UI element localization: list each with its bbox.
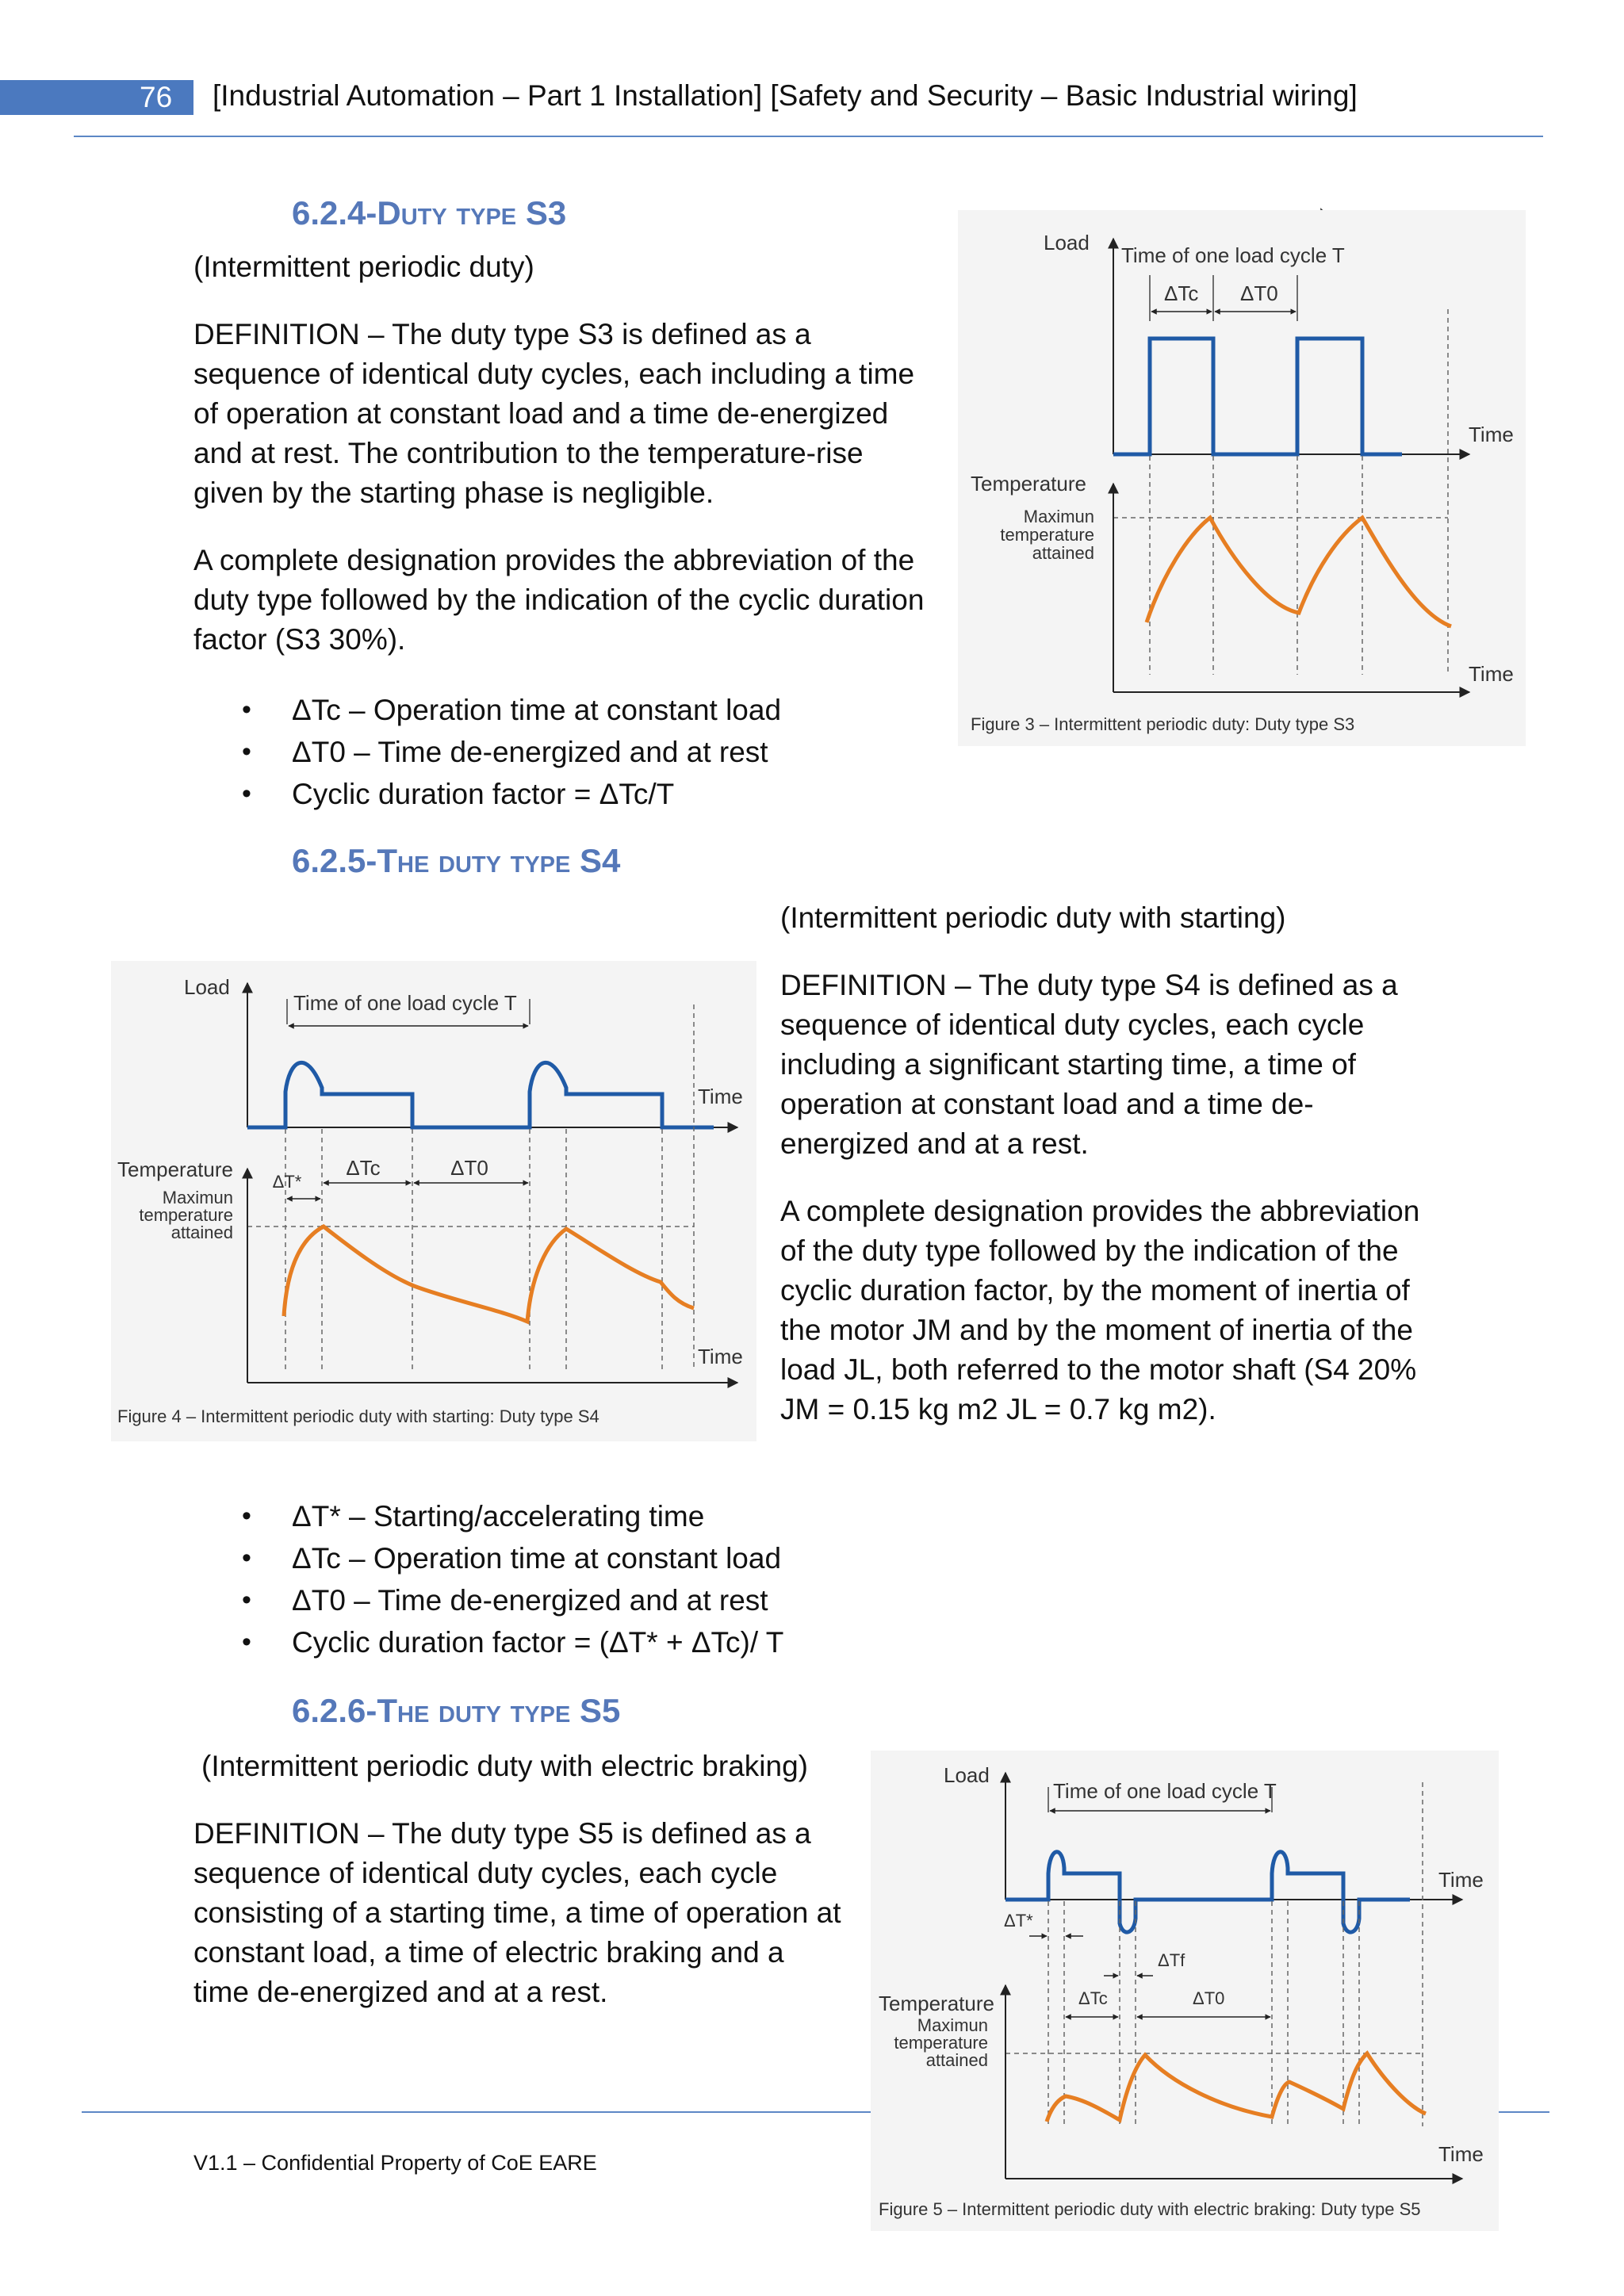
fig5-temperature-label: Temperature	[879, 1992, 994, 2015]
fig5-max-label-1: Maximun	[917, 2015, 988, 2035]
footer-text: V1.1 – Confidential Property of CoE EARE	[193, 2151, 597, 2175]
list-item: • Cyclic duration factor = (ΔT* + ΔTc)/ T	[242, 1621, 783, 1663]
fig5-time-label-2: Time	[1438, 2142, 1484, 2166]
fig4-time-label-2: Time	[698, 1345, 743, 1368]
fig5-dtf-label: ΔTf	[1158, 1950, 1185, 1970]
heading-s3-text: Duty type	[377, 194, 517, 232]
s3-designation: A complete designation provides the abbreviation of the duty type followed by the indication of the cyclic duration factor (S3 30%).	[193, 544, 925, 656]
fig3-caption: Figure 3 – Intermittent periodic duty: Duty type S3	[971, 714, 1355, 734]
fig3-time-label-2: Time	[1469, 662, 1514, 686]
s5-body	[193, 1747, 844, 2012]
list-item: • ΔT* – Starting/accelerating time	[242, 1495, 783, 1537]
fig5-dtstar-label: ΔT*	[1004, 1911, 1033, 1931]
heading-s5-number: 6.2.6-	[292, 1692, 377, 1729]
fig4-max-label-2: temperature	[139, 1205, 233, 1225]
heading-s5-text: The duty type	[377, 1692, 571, 1729]
fig3-dtc-label: ΔTc	[1164, 281, 1199, 305]
fig4-dt0-label: ΔT0	[450, 1156, 488, 1180]
fig5-time-label-1: Time	[1438, 1868, 1484, 1892]
figure-3	[958, 210, 1526, 746]
fig4-max-label-1: Maximun	[162, 1188, 233, 1207]
s4-body	[780, 898, 1438, 1429]
fig5-cycle-label: Time of one load cycle T	[1053, 1779, 1277, 1803]
fig4-load-label: Load	[184, 975, 230, 999]
list-item: • ΔTc – Operation time at constant load	[242, 1537, 783, 1579]
figure-5	[871, 1751, 1499, 2231]
s4-definition: DEFINITION – The duty type S4 is defined as a sequence of identical duty cycles, each cycle including a significant starting time, a time of operation at constant load and a time de-energized and at a rest.	[780, 969, 1398, 1160]
heading-s5-code: S5	[580, 1692, 621, 1729]
fig3-dt0-label: ΔT0	[1240, 281, 1278, 305]
list-item: • ΔTc – Operation time at constant load	[242, 689, 781, 731]
fig5-dtc-label: ΔTc	[1078, 1988, 1108, 2008]
list-item: • ΔT0 – Time de-energized and at rest	[242, 731, 781, 773]
fig5-dt0-label: ΔT0	[1193, 1988, 1225, 2008]
fig3-temperature-label: Temperature	[971, 472, 1086, 496]
fig3-max-label-3: attained	[1032, 543, 1094, 563]
header-divider	[74, 136, 1543, 137]
fig4-max-label-3: attained	[170, 1223, 233, 1242]
s4-bullet-list	[242, 1495, 783, 1663]
s5-subtitle: (Intermittent periodic duty with electric braking)	[201, 1750, 808, 1782]
fig4-caption: Figure 4 – Intermittent periodic duty with starting: Duty type S4	[117, 1406, 599, 1426]
s4-designation: A complete designation provides the abbreviation of the duty type followed by the indication of the cyclic duration factor, by the moment of inertia of the motor JM and by the moment of inertia of the load JL, both referred to the motor shaft (S4 20% JM = 0.15 kg m2 JL = 0.7 kg m2).	[780, 1195, 1420, 1425]
heading-s3-number: 6.2.4-	[292, 194, 377, 232]
fig4-dtc-label: ΔTc	[346, 1156, 381, 1180]
fig3-max-label-1: Maximun	[1023, 507, 1094, 526]
s3-subtitle: (Intermittent periodic duty)	[193, 251, 534, 283]
fig4-time-label-1: Time	[698, 1085, 743, 1108]
s3-body	[193, 247, 939, 660]
heading-s3-code: S3	[525, 194, 567, 232]
heading-s4-code: S4	[580, 842, 621, 879]
fig3-load-label: Load	[1044, 231, 1090, 254]
fig5-caption: Figure 5 – Intermittent periodic duty with electric braking: Duty type S5	[879, 2199, 1421, 2219]
fig3-time-label-1: Time	[1469, 423, 1514, 446]
fig5-max-label-2: temperature	[894, 2033, 988, 2053]
heading-s5	[292, 1692, 620, 1730]
fig4-cycle-label: Time of one load cycle T	[293, 991, 517, 1015]
fig3-cycle-label: Time of one load cycle T	[1121, 243, 1345, 267]
fig5-load-label: Load	[944, 1763, 990, 1787]
s3-definition: DEFINITION – The duty type S3 is defined as a sequence of identical duty cycles, each including a time of operation at constant load and a time de-energized and at rest. The contribution to the temperature-rise given by the starting phase is negligible.	[193, 318, 915, 509]
fig4-temperature-label: Temperature	[117, 1158, 233, 1181]
s4-subtitle: (Intermittent periodic duty with starting)	[780, 901, 1286, 934]
heading-s4	[292, 842, 620, 880]
figure-4	[111, 961, 756, 1441]
heading-s4-number: 6.2.5-	[292, 842, 377, 879]
list-item: • ΔT0 – Time de-energized and at rest	[242, 1579, 783, 1621]
fig4-dtstar-label: ΔT*	[272, 1172, 302, 1192]
list-item: • Cyclic duration factor = ΔTc/T	[242, 773, 781, 815]
s5-definition: DEFINITION – The duty type S5 is defined as a sequence of identical duty cycles, each cycle consisting of a starting time, a time of operation at constant load, a time of electric braking and a time de-energized and at a rest.	[193, 1817, 841, 2008]
heading-s3	[292, 194, 566, 232]
fig3-max-label-2: temperature	[1000, 525, 1094, 545]
fig5-max-label-3: attained	[925, 2050, 988, 2070]
heading-s4-text: The duty type	[377, 842, 571, 879]
s3-bullet-list	[242, 689, 781, 815]
page-number: 76	[140, 81, 173, 113]
running-header: [Industrial Automation – Part 1 Installation] [Safety and Security – Basic Industrial wiring]	[213, 79, 1358, 112]
